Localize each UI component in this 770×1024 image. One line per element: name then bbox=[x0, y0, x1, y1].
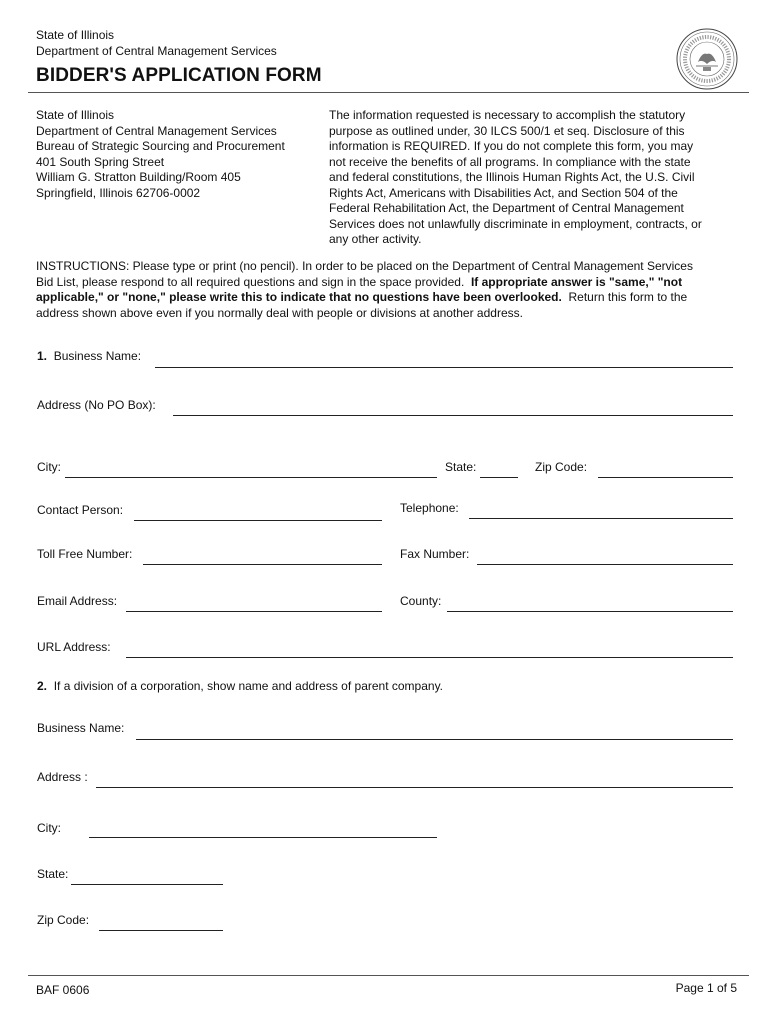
state-label: State: bbox=[445, 460, 477, 474]
disclosure-notice bbox=[329, 108, 749, 248]
email-field[interactable] bbox=[126, 611, 382, 612]
address-line: William G. Stratton Building/Room 405 bbox=[36, 170, 241, 184]
parent-zip-field[interactable] bbox=[99, 930, 223, 931]
zip-label: Zip Code: bbox=[535, 460, 588, 474]
contact-person-field[interactable] bbox=[134, 520, 382, 521]
email-label: Email Address: bbox=[37, 594, 118, 608]
instructions-line bbox=[36, 275, 748, 291]
header-department: Department of Central Management Services bbox=[36, 44, 277, 58]
address-line: 401 South Spring Street bbox=[36, 154, 165, 169]
parent-state-label: State: bbox=[37, 867, 69, 881]
parent-business-name-label: Business Name: bbox=[37, 721, 125, 735]
instructions bbox=[36, 259, 748, 321]
parent-address-field[interactable] bbox=[96, 787, 733, 788]
address-line: Bureau of Strategic Sourcing and Procurement bbox=[36, 139, 285, 153]
telephone-field[interactable] bbox=[469, 518, 733, 519]
parent-city-label: City: bbox=[37, 821, 61, 835]
agency-address-block bbox=[36, 108, 326, 201]
header-state: State of Illinois bbox=[36, 28, 115, 42]
notice-line: Rights Act, Americans with Disabilities Act, and Section 504 of the bbox=[329, 185, 678, 200]
instructions-line: address shown above even if you normally deal with people or divisions at another address. bbox=[36, 305, 523, 320]
county-label: County: bbox=[400, 594, 442, 608]
instructions-emphasis: If appropriate answer is "same," "not bbox=[470, 274, 683, 289]
instructions-text: Return this form to the bbox=[561, 290, 688, 304]
address-line: Department of Central Management Services bbox=[36, 123, 277, 138]
notice-line: and federal constitutions, the Illinois Human Rights Act, the U.S. Civil bbox=[329, 170, 695, 184]
state-field[interactable] bbox=[480, 477, 518, 478]
notice-line: any other activity. bbox=[329, 232, 422, 246]
url-field[interactable] bbox=[126, 657, 733, 658]
fax-field[interactable] bbox=[477, 564, 733, 565]
fax-label: Fax Number: bbox=[400, 547, 470, 561]
section2-prompt-text: If a division of a corporation, show name and address of parent company. bbox=[53, 679, 444, 693]
parent-state-field[interactable] bbox=[71, 884, 223, 885]
address-line: State of Illinois bbox=[36, 108, 115, 122]
page-title: BIDDER'S APPLICATION FORM bbox=[36, 65, 322, 86]
footer-divider bbox=[28, 975, 749, 976]
url-label: URL Address: bbox=[37, 640, 111, 654]
section1-business-name-text: Business Name: bbox=[53, 349, 142, 363]
form-id: BAF 0606 bbox=[36, 983, 90, 997]
parent-city-field[interactable] bbox=[89, 837, 437, 838]
city-field[interactable] bbox=[65, 477, 437, 478]
city-label: City: bbox=[37, 460, 61, 474]
notice-line: purpose as outlined under, 30 ILCS 500/1 et seq. Disclosure of this bbox=[329, 123, 685, 138]
instructions-emphasis: applicable," or "none," please write this to indicate that no questions have been overlooked. bbox=[36, 290, 562, 304]
business-name-field[interactable] bbox=[155, 367, 733, 368]
notice-line: Services does not unlawfully discriminate in employment, contracts, or bbox=[329, 216, 702, 231]
telephone-label: Telephone: bbox=[400, 501, 459, 515]
address-line: Springfield, Illinois 62706-0002 bbox=[36, 185, 201, 200]
section2-prompt bbox=[37, 679, 443, 693]
instructions-text: Bid List, please respond to all required questions and sign in the space provided. bbox=[36, 274, 471, 289]
parent-address-label: Address : bbox=[37, 770, 88, 784]
contact-person-label: Contact Person: bbox=[37, 503, 124, 517]
instructions-line bbox=[36, 290, 748, 306]
county-field[interactable] bbox=[447, 611, 733, 612]
parent-business-name-field[interactable] bbox=[136, 739, 733, 740]
address-field[interactable] bbox=[173, 415, 733, 416]
notice-line: The information requested is necessary to accomplish the statutory bbox=[329, 108, 686, 122]
toll-free-field[interactable] bbox=[143, 564, 382, 565]
instructions-line: INSTRUCTIONS: Please type or print (no pencil). In order to be placed on the Department of Central Management Services bbox=[36, 259, 693, 273]
notice-line: not receive the benefits of all programs. In compliance with the state bbox=[329, 154, 691, 169]
address-label: Address (No PO Box): bbox=[37, 398, 156, 412]
parent-zip-label: Zip Code: bbox=[37, 913, 90, 927]
page-number: Page 1 of 5 bbox=[675, 981, 737, 995]
header-divider bbox=[28, 92, 749, 93]
state-seal-icon bbox=[676, 28, 738, 90]
notice-line: Federal Rehabilitation Act, the Department of Central Management bbox=[329, 201, 684, 215]
zip-field[interactable] bbox=[598, 477, 733, 478]
section2-number: 2. bbox=[37, 679, 48, 693]
section1-number: 1. bbox=[37, 349, 48, 363]
notice-line: information is REQUIRED. If you do not complete this form, you may bbox=[329, 139, 694, 153]
toll-free-label: Toll Free Number: bbox=[37, 547, 133, 561]
section1-business-name-label bbox=[37, 349, 141, 363]
